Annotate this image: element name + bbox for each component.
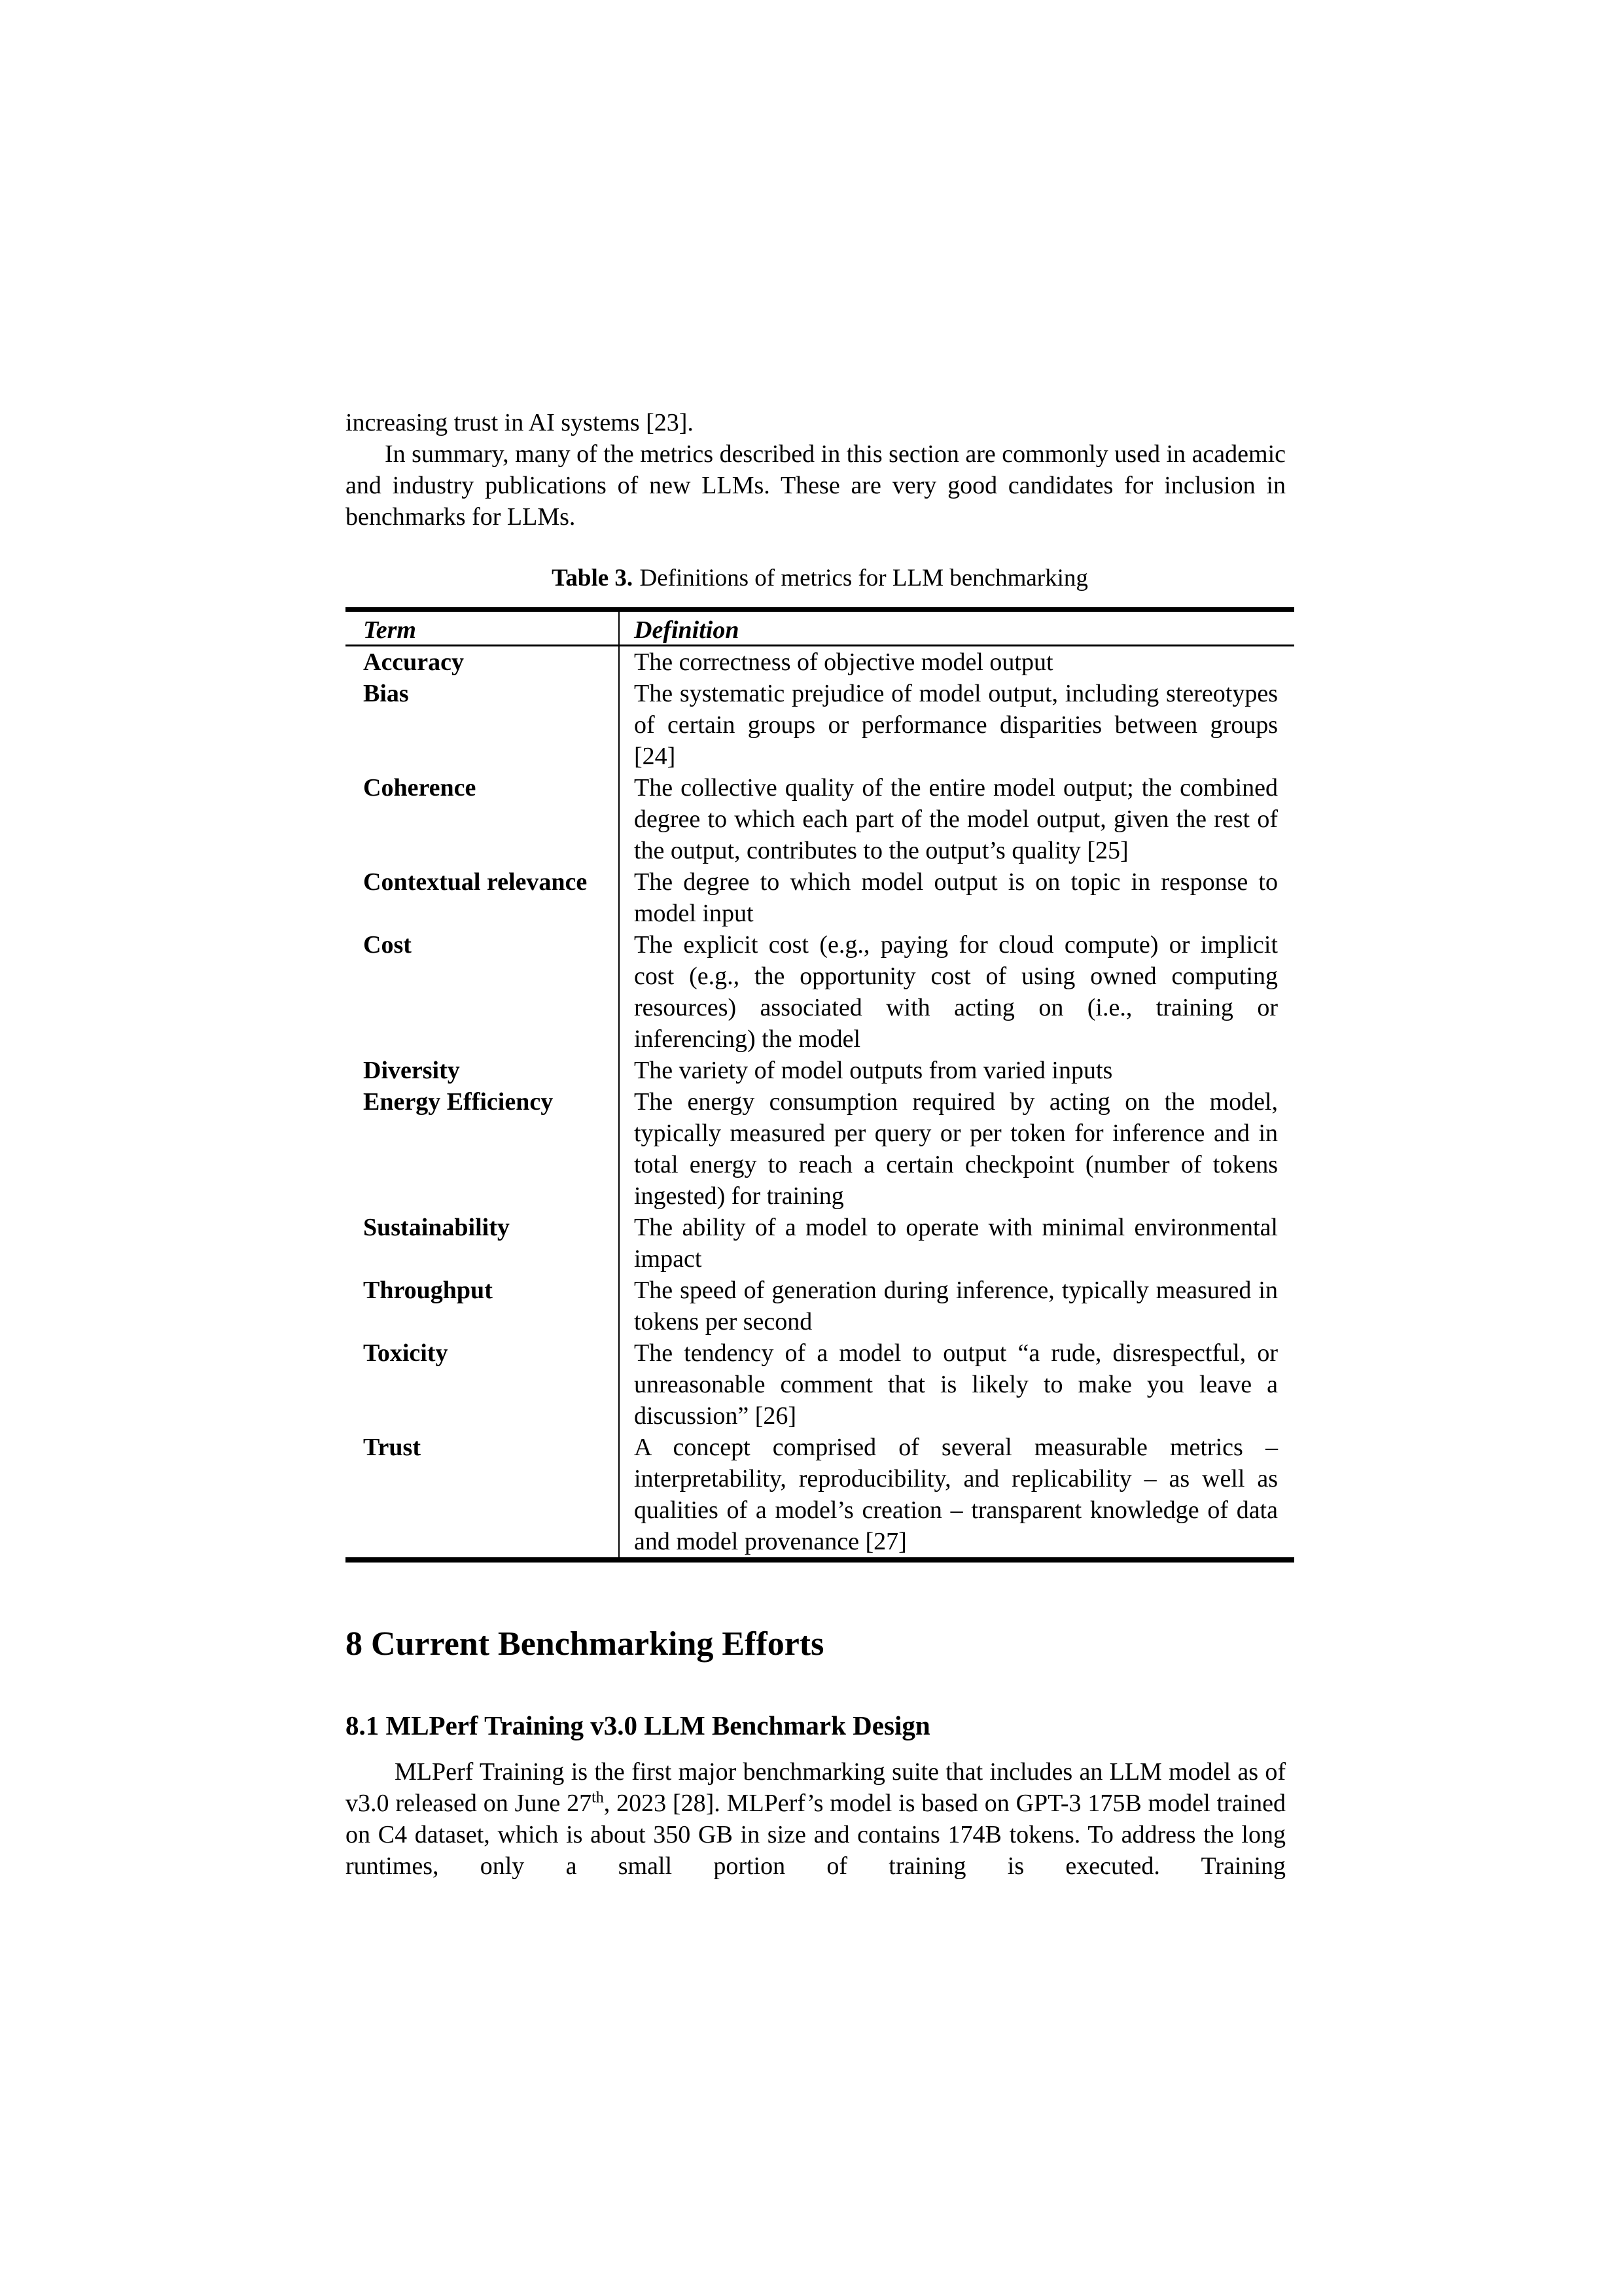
term-cell: Trust (345, 1432, 619, 1560)
definition-cell: The collective quality of the entire model output; the combined degree to which each part of the model output, given the rest of the output, contributes to the output’s quality [25] (634, 774, 1278, 864)
term-cell: Diversity (345, 1055, 619, 1086)
definition-cell: The variety of model outputs from varied inputs (634, 1057, 1113, 1084)
definition-cell: The speed of generation during inference, typically measured in tokens per second (634, 1277, 1278, 1335)
term-cell: Sustainability (345, 1212, 619, 1275)
mlperf-text-part2: , 2023 [28]. MLPerf’s model is based on GPT-3 175B model trained on C4 dataset, which is about 350 GB in size and contains 174B tokens. To address the long runtimes, only a small portion of training is executed. Training (345, 1790, 1286, 1880)
table-row (345, 1212, 1294, 1275)
superscript-th: th (591, 1789, 604, 1807)
subsection-heading: 8.1 MLPerf Training v3.0 LLM Benchmark Design (345, 1710, 930, 1740)
table-row (345, 1432, 1294, 1560)
term-cell: Energy Efficiency (345, 1086, 619, 1212)
column-header-term: Term (345, 610, 619, 646)
definition-cell: The explicit cost (e.g., paying for cloud compute) or implicit cost (e.g., the opportunity cost of using owned computing resources) associated with acting on (i.e., training or inferencing) the model (634, 931, 1278, 1053)
table-row (345, 646, 1294, 679)
term-cell: Accuracy (345, 646, 619, 679)
table-caption-text: Definitions of metrics for LLM benchmarking (639, 565, 1088, 592)
term-cell: Contextual relevance (345, 866, 619, 929)
section-block (345, 1624, 1286, 1882)
intro-block (345, 407, 1286, 533)
definition-cell: The correctness of objective model output (634, 648, 1053, 676)
table-row (345, 678, 1294, 772)
term-cell: Cost (345, 929, 619, 1055)
table-row (345, 772, 1294, 866)
definition-cell: The tendency of a model to output “a rude, disrespectful, or unreasonable comment that is likely to make you leave a discussion” [26] (634, 1339, 1278, 1430)
term-cell: Toxicity (345, 1337, 619, 1432)
table-row (345, 1337, 1294, 1432)
term-cell: Coherence (345, 772, 619, 866)
table-caption (345, 563, 1294, 594)
definition-cell: A concept comprised of several measurable metrics – interpretability, reproducibility, and replicability – as well as qualities of a model’s creation – transparent knowledge of data and model provenance [27] (634, 1434, 1278, 1555)
table-row (345, 1055, 1294, 1086)
metrics-table (345, 607, 1294, 1563)
column-header-definition: Definition (619, 610, 1294, 646)
table-row (345, 929, 1294, 1055)
table-row (345, 1275, 1294, 1337)
term-cell: Throughput (345, 1275, 619, 1337)
table-caption-label: Table 3. (552, 565, 633, 592)
table-row (345, 866, 1294, 929)
term-cell: Bias (345, 678, 619, 772)
paragraph-intro-1: increasing trust in AI systems [23]. (345, 409, 694, 436)
definition-cell: The systematic prejudice of model output, including stereotypes of certain groups or performance disparities between groups [24] (634, 680, 1278, 770)
definition-cell: The degree to which model output is on topic in response to model input (634, 868, 1278, 927)
paragraph-mlperf (345, 1756, 1286, 1882)
section-heading: 8 Current Benchmarking Efforts (345, 1625, 824, 1663)
table-header-row (345, 610, 1294, 646)
paragraph-intro-2: In summary, many of the metrics described in this section are commonly used in academic and industry publications of new LLMs. These are very good candidates for inclusion in benchmarks for LLMs. (345, 440, 1286, 531)
definition-cell: The ability of a model to operate with minimal environmental impact (634, 1214, 1278, 1273)
mlperf-text-part1: MLPerf Training is the first major benchmarking suite that includes an LLM model as of v3.0 released on June 27 (345, 1758, 1286, 1817)
table-row (345, 1086, 1294, 1212)
definition-cell: The energy consumption required by acting on the model, typically measured per query or per token for inference and in total energy to reach a certain checkpoint (number of tokens ingested) for training (634, 1088, 1278, 1210)
metrics-table-body (345, 646, 1294, 1561)
